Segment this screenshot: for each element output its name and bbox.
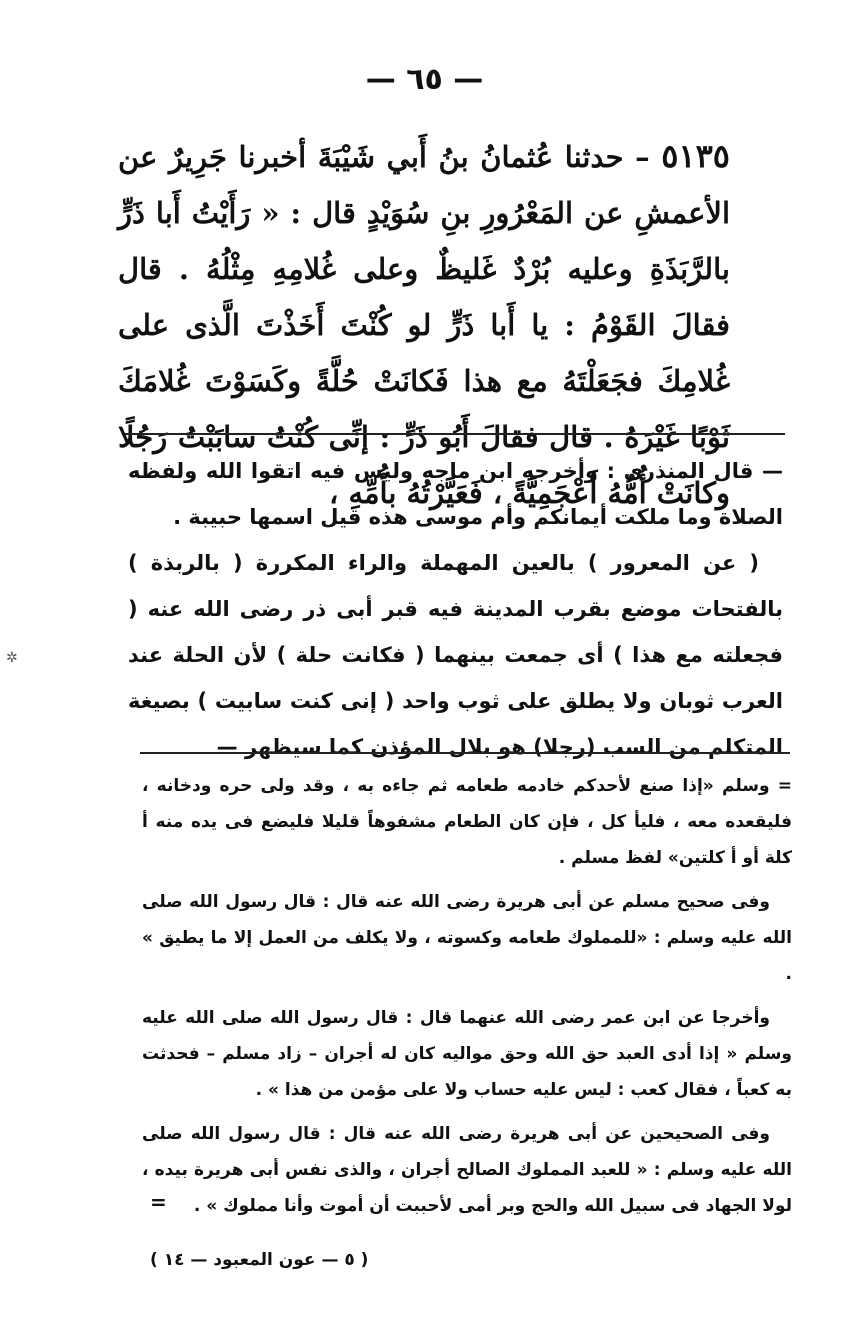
footnote-paragraph: وأخرجا عن ابن عمر رضى الله عنهما قال : قال رسول الله صلى الله عليه وسلم « إذا أدى العبد حق الله وحق مواليه كان له أجران – زاد مسلم – فحدثت به كعباً ، فقال كعب : ليس عليه حساب ولا على مؤمن من هذا » . <box>142 1008 792 1100</box>
commentary-paragraph: ( عن المعرور ) بالعين المهملة والراء المكررة ( بالربذة ) بالفتحات موضع بقرب المدينة فيه قبر أبى ذر رضى الله عنه ( فجعلته مع هذا ) أى جمعت بينهما ( فكانت حلة ) لأن الحلة عند العرب ثوبان ولا يطلق على ثوب واحد ( إنى كنت سابيت ) بصيغة المتكلم من السب (رجلا) هو بلال المؤذن كما سيظهر — <box>128 551 783 759</box>
footnote-paragraph: وفى صحيح مسلم عن أبى هريرة رضى الله عنه قال : قال رسول الله صلى الله عليه وسلم : «للمملوك طعامه وكسوته ، ولا يكلف من العمل إلا ما يطيق » . <box>142 892 792 984</box>
continuation-mark: = <box>150 1190 167 1214</box>
commentary-block <box>128 448 783 770</box>
page-number: — ٦٥ — <box>365 62 484 97</box>
footnote-paragraph: وفى الصحيحين عن أبى هريرة رضى الله عنه قال : قال رسول الله صلى الله عليه وسلم : « للعبد المملوك الصالح أجران ، والذى نفس أبى هريرة بيده ، لولا الجهاد فى سبيل الله والحج وبر أمى لأحببت أن أموت وأنا مملوك » . <box>142 1124 792 1216</box>
ornament-icon: ✲ <box>6 650 18 666</box>
hadith-text: – حدثنا عُثمانُ بنُ أَبي شَيْبَةَ أخبرنا جَرِيرٌ عن الأعمشِ عن المَعْرُورِ بنِ سُوَيْدٍ قال : « رَأَيْتُ أَبا ذَرٍّ بالرَّبَذَةِ وعليه بُرْدٌ غَليظٌ وعلى غُلامِهِ مِثْلُهُ . قال فقالَ القَوْمُ : يا أَبا ذَرٍّ لو كُنْتَ أَخَذْتَ الَّذى على غُلامِكَ فجَعَلْتَهُ مع هذا فَكانَتْ حُلَّةً وكَسَوْتَ غُلامَكَ ثَوْبًا غَيْرَهُ . قال فقالَ أَبُو ذَرٍّ : إنِّى كُنْتُ سابَبْتُ رَجُلًا وكانَتْ أُمُّهُ أَعْجَمِيَّةً ، فَعَيَّرْتُهُ بأُمِّهِ ، <box>118 140 730 510</box>
divider-line <box>125 433 785 435</box>
footnote-paragraph: = وسلم «إذا صنع لأحدكم خادمه طعامه ثم جاءه به ، وقد ولى حره ودخانه ، فليقعده معه ، فليأ كل ، فإن كان الطعام مشفوهاً قليلا فليضع فى يده منه أ كلة أو أ كلتين» لفظ مسلم . <box>142 776 792 868</box>
signature-mark: ( ٥ — عون المعبود — ١٤ ) <box>150 1250 369 1270</box>
footnote-divider <box>140 752 790 754</box>
commentary-paragraph: — قال المنذرى : وأخرجه ابن ماجه وليس فيه اتقوا الله ولفظه الصلاة وما ملكت أيمانكم وأم موسى هذه قيل اسمها حبيبة . <box>128 459 783 529</box>
hadith-number: ٥١٣٥ <box>661 137 730 175</box>
footnotes-block <box>142 768 792 1232</box>
